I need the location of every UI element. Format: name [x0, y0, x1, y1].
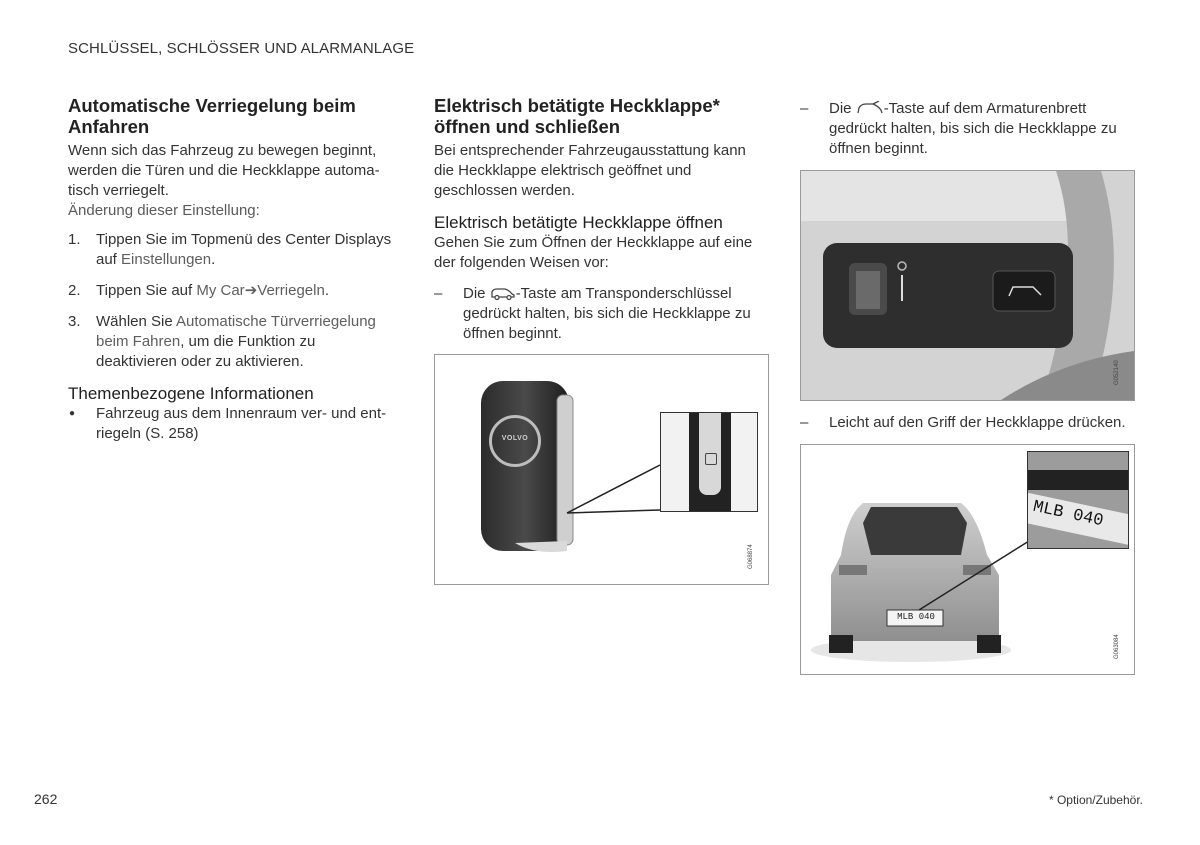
arrow-icon: ➔	[244, 282, 258, 299]
step-number: 3.	[68, 313, 81, 330]
figure-code: G063084	[1114, 634, 1120, 659]
step-text: Tippen Sie im Topmenü des Center Displays auf	[96, 231, 392, 268]
tailgate-dash-icon	[856, 101, 884, 116]
dash-marker: –	[800, 414, 809, 431]
auto-lock-intro: Wenn sich das Fahrzeug zu bewegen beginnt, werden die Türen und die Heckklappe automa- tisch verriegelt.	[68, 142, 380, 199]
step-2	[68, 281, 398, 301]
tailgate-intro: Bei entsprechender Fahrzeugausstattung kann die Heckklappe elektrisch geöffnet und geschlossen werden.	[434, 142, 746, 199]
related-heading: Themenbezogene Informationen	[68, 384, 314, 403]
step-key-button	[434, 284, 768, 344]
menu-label-settings: Einstellungen	[121, 251, 212, 268]
step-text-end: -Taste auf dem Armaturenbrett gedrückt halten, bis sich die Heckklappe zu öffnen beginnt.	[829, 100, 1117, 157]
step-number: 1.	[68, 231, 81, 248]
step-text-end: -Taste am Transponderschlüssel gedrückt halten, bis sich die Heckklappe zu öffnen beginnt.	[463, 285, 751, 342]
tailgate-key-icon	[490, 286, 516, 301]
tailgate-open-intro: Gehen Sie zum Öffnen der Heckklappe auf eine der folgenden Weisen vor:	[434, 234, 753, 271]
auto-lock-change-label: Änderung dieser Einstellung:	[68, 202, 260, 219]
figure-car-rear	[800, 444, 1135, 675]
running-header: SCHLÜSSEL, SCHLÖSSER UND ALARMANLAGE	[68, 40, 415, 57]
figure-dashboard-button	[800, 170, 1135, 401]
menu-label-my-car: My Car	[196, 282, 245, 299]
step-text: Die	[463, 285, 490, 302]
step-dashboard-button	[800, 99, 1134, 159]
step-text-end: .	[211, 251, 216, 268]
dash-marker: –	[434, 285, 443, 302]
column-tailgate	[434, 95, 768, 344]
bullet-icon: ●	[69, 408, 76, 419]
step-text: Wählen Sie	[96, 313, 177, 330]
column-auto-lock	[68, 95, 398, 444]
step-text-end: .	[324, 282, 329, 299]
related-link-text[interactable]: Fahrzeug aus dem Innenraum ver- und ent- riegeln (S. 258)	[96, 405, 387, 442]
heading-auto-lock: Automatische Verriegelung beim Anfahren	[68, 95, 356, 137]
license-plate-large-text: MLB 040	[1031, 497, 1105, 532]
figure-key-fob	[434, 354, 769, 585]
auto-lock-steps	[68, 230, 398, 372]
menu-label-auto-lock: Automatische Türverriegelung beim Fahren	[96, 313, 376, 350]
subheading-tailgate-open: Elektrisch betätigte Heckklappe öffnen	[434, 213, 723, 232]
dash-marker: –	[800, 100, 809, 117]
column-tailgate-cont	[800, 95, 1134, 159]
step-text: Tippen Sie auf	[96, 282, 197, 299]
step-press-handle	[800, 413, 1163, 433]
handle-detail-inset	[1027, 451, 1129, 549]
footnote: * Option/Zubehör.	[1048, 793, 1143, 807]
menu-label-lock: Verriegeln	[257, 282, 325, 299]
page-number: 262	[34, 791, 58, 807]
step-number: 2.	[68, 282, 81, 299]
step-text: Leicht auf den Griff der Heckklappe drücken.	[829, 414, 1126, 431]
step-1	[68, 230, 398, 270]
step-text-end: , um die Funktion zu deaktivieren oder zu aktivieren.	[96, 333, 316, 370]
related-item[interactable]	[68, 404, 398, 444]
license-plate-small: MLB 040	[897, 612, 935, 622]
figure-code: G052140	[1114, 360, 1120, 385]
volvo-logo-text: VOLVO	[501, 435, 529, 442]
step-text: Die	[829, 100, 856, 117]
callout-lines	[435, 355, 768, 584]
tailgate-handle	[1028, 470, 1128, 490]
step-3	[68, 312, 398, 372]
figure-code: G068874	[748, 544, 754, 569]
heading-tailgate: Elektrisch betätigte Heckklappe* öffnen und schließen	[434, 95, 720, 137]
dashboard-illustration	[801, 171, 1134, 400]
